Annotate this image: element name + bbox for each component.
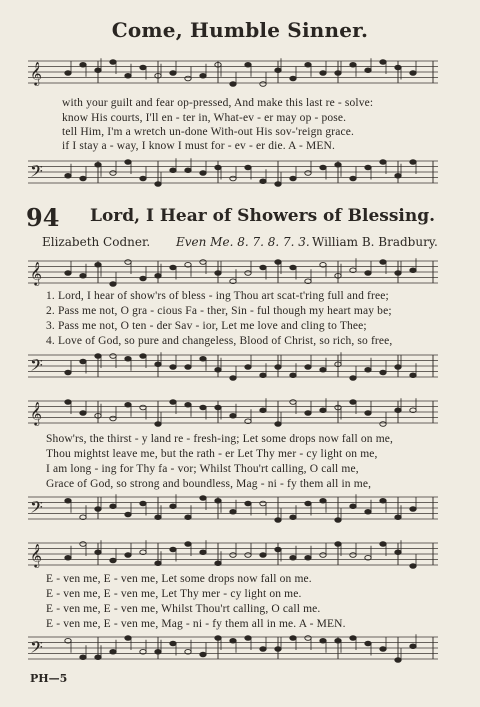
- note-head: [140, 501, 146, 506]
- staff-lines: [28, 158, 438, 188]
- note-head: [350, 376, 356, 381]
- note-head: [155, 273, 161, 278]
- note-head: [200, 405, 206, 410]
- note-head: [260, 265, 266, 270]
- note-head: [200, 171, 206, 176]
- note-head: [80, 411, 86, 416]
- note-head: [95, 68, 101, 73]
- note-head: [170, 547, 176, 552]
- note-head: [275, 422, 281, 427]
- lyric-line: Thou mightst leave me, but the rath - er Let Thy mer - cy light on me,: [46, 448, 378, 460]
- note-head: [110, 60, 116, 65]
- note-head: [350, 62, 356, 67]
- note-head: [290, 636, 296, 641]
- note-head: [230, 176, 236, 181]
- note-head: [380, 260, 386, 265]
- note-head: [80, 273, 86, 278]
- note-head: [230, 553, 236, 558]
- note-head: [290, 373, 296, 378]
- note-head: [275, 518, 281, 523]
- page-footer-mark: PH—5: [30, 672, 68, 685]
- note-head: [290, 176, 296, 181]
- note-head: [365, 367, 371, 372]
- note-head: [305, 555, 311, 560]
- clef-icon: 𝄢: [30, 637, 43, 661]
- note-head: [65, 370, 71, 375]
- note-head: [140, 405, 146, 410]
- note-head: [410, 644, 416, 649]
- note-head: [95, 507, 101, 512]
- lyric-line: Show'rs, the thirst - y land re - fresh-ing; Let some drops now fall on me,: [46, 433, 394, 445]
- note-head: [80, 655, 86, 660]
- lyric-line: 4. Love of God, so pure and changeless, Blood of Christ, so rich, so free,: [46, 335, 393, 347]
- note-head: [245, 501, 251, 506]
- note-head: [395, 550, 401, 555]
- note-head: [410, 71, 416, 76]
- note-head: [275, 182, 281, 187]
- music-staff-treble: [28, 540, 438, 566]
- note-head: [320, 71, 326, 76]
- note-head: [365, 641, 371, 646]
- note-head: [305, 171, 311, 176]
- note-head: [200, 496, 206, 501]
- note-head: [275, 365, 281, 370]
- note-head: [170, 71, 176, 76]
- note-head: [185, 402, 191, 407]
- note-head: [305, 62, 311, 67]
- note-head: [185, 76, 191, 81]
- note-head: [275, 647, 281, 652]
- clef-icon: 𝄞: [30, 543, 42, 567]
- note-head: [260, 373, 266, 378]
- note-head: [320, 638, 326, 643]
- clef-icon: 𝄢: [30, 161, 43, 185]
- note-head: [395, 515, 401, 520]
- note-head: [65, 271, 71, 276]
- note-head: [395, 365, 401, 370]
- note-head: [380, 60, 386, 65]
- note-head: [170, 365, 176, 370]
- lyric-line: 2. Pass me not, O gra - cious Fa - ther, Sin - ful though my heart may be;: [46, 305, 392, 317]
- note-head: [260, 408, 266, 413]
- note-head: [365, 509, 371, 514]
- note-head: [335, 518, 341, 523]
- lyric-line: Grace of God, so strong and boundless, Mag - ni - fy them all in me,: [46, 478, 372, 490]
- note-head: [215, 165, 221, 170]
- music-staff-bass: [28, 494, 438, 520]
- note-head: [170, 168, 176, 173]
- hymn-author: Elizabeth Codner.: [42, 235, 151, 249]
- note-head: [245, 553, 251, 558]
- note-head: [320, 165, 326, 170]
- note-head: [65, 400, 71, 405]
- note-head: [335, 638, 341, 643]
- note-head: [320, 367, 326, 372]
- note-head: [125, 73, 131, 78]
- note-head: [110, 504, 116, 509]
- staff-lines: [28, 58, 438, 88]
- music-staff-bass: [28, 352, 438, 378]
- note-head: [185, 168, 191, 173]
- note-head: [245, 365, 251, 370]
- note-head: [350, 176, 356, 181]
- note-head: [200, 356, 206, 361]
- note-head: [155, 561, 161, 566]
- note-head: [350, 504, 356, 509]
- lyric-line: tell Him, I'm a wretch un-done With-out His sov-'reign grace.: [62, 126, 355, 138]
- note-head: [125, 160, 131, 165]
- staff-lines: [28, 398, 438, 428]
- note-head: [290, 515, 296, 520]
- note-head: [395, 271, 401, 276]
- note-head: [380, 542, 386, 547]
- note-head: [65, 555, 71, 560]
- note-head: [260, 82, 266, 87]
- lyric-line: E - ven me, E - ven me, Mag - ni - fy them all in me. A - MEN.: [46, 618, 346, 630]
- note-head: [65, 71, 71, 76]
- note-head: [290, 265, 296, 270]
- note-head: [260, 647, 266, 652]
- note-head: [245, 636, 251, 641]
- note-head: [170, 400, 176, 405]
- note-head: [155, 422, 161, 427]
- note-head: [410, 160, 416, 165]
- note-head: [410, 564, 416, 569]
- note-head: [95, 162, 101, 167]
- clef-icon: 𝄞: [30, 401, 42, 425]
- lyric-line: know His courts, I'll en - ter in, What-ev - er may op - pose.: [62, 112, 347, 124]
- note-head: [350, 400, 356, 405]
- note-head: [140, 354, 146, 359]
- note-head: [125, 512, 131, 517]
- note-head: [305, 365, 311, 370]
- note-head: [320, 553, 326, 558]
- note-head: [365, 411, 371, 416]
- top-hymn-title: Come, Humble Sinner.: [111, 18, 369, 42]
- note-head: [230, 509, 236, 514]
- staff-lines: [28, 634, 438, 664]
- note-head: [125, 402, 131, 407]
- note-head: [275, 68, 281, 73]
- note-head: [80, 176, 86, 181]
- note-head: [185, 515, 191, 520]
- note-head: [335, 542, 341, 547]
- note-head: [290, 555, 296, 560]
- note-head: [410, 507, 416, 512]
- note-head: [350, 636, 356, 641]
- note-head: [395, 65, 401, 70]
- lyric-line: E - ven me, E - ven me, Let Thy mer - cy light on me.: [46, 588, 302, 600]
- note-head: [260, 553, 266, 558]
- note-head: [125, 553, 131, 558]
- note-head: [125, 356, 131, 361]
- note-head: [215, 636, 221, 641]
- note-head: [245, 271, 251, 276]
- note-head: [155, 515, 161, 520]
- note-head: [275, 260, 281, 265]
- note-head: [395, 658, 401, 663]
- music-staff-treble: [28, 258, 438, 284]
- note-head: [410, 373, 416, 378]
- note-head: [200, 73, 206, 78]
- note-head: [260, 179, 266, 184]
- clef-icon: 𝄞: [30, 261, 42, 285]
- note-head: [320, 498, 326, 503]
- note-head: [350, 553, 356, 558]
- note-head: [185, 542, 191, 547]
- note-head: [290, 400, 296, 405]
- music-staff-treble: [28, 398, 438, 424]
- note-head: [185, 365, 191, 370]
- hymn-number: 94: [26, 203, 60, 232]
- music-staff-bass: [28, 634, 438, 660]
- note-head: [395, 173, 401, 178]
- note-head: [125, 636, 131, 641]
- staff-lines: [28, 540, 438, 570]
- note-head: [170, 265, 176, 270]
- lyric-line: 1. Lord, I hear of show'rs of bless - ing Thou art scat-t'ring full and free;: [46, 290, 389, 302]
- note-head: [305, 636, 311, 641]
- note-head: [80, 62, 86, 67]
- lyric-line: I am long - ing for Thy fa - vor; Whilst Thou'rt calling, O call me,: [46, 463, 359, 475]
- staff-lines: [28, 352, 438, 382]
- note-head: [110, 416, 116, 421]
- note-head: [110, 282, 116, 287]
- lyric-line: with your guilt and fear op-pressed, And make this last re - solve:: [62, 97, 374, 109]
- note-head: [275, 547, 281, 552]
- note-head: [230, 413, 236, 418]
- note-head: [200, 260, 206, 265]
- note-head: [155, 362, 161, 367]
- note-head: [335, 162, 341, 167]
- note-head: [155, 182, 161, 187]
- note-head: [305, 411, 311, 416]
- note-head: [95, 354, 101, 359]
- note-head: [215, 405, 221, 410]
- note-head: [245, 62, 251, 67]
- note-head: [365, 271, 371, 276]
- note-head: [215, 367, 221, 372]
- note-head: [65, 173, 71, 178]
- hymn-meter: Even Me. 8. 7. 8. 7. 3.: [176, 235, 310, 249]
- clef-icon: 𝄢: [30, 497, 43, 521]
- note-head: [365, 165, 371, 170]
- note-head: [170, 641, 176, 646]
- note-head: [290, 76, 296, 81]
- note-head: [395, 408, 401, 413]
- note-head: [230, 376, 236, 381]
- note-head: [110, 558, 116, 563]
- note-head: [260, 501, 266, 506]
- lyric-line: 3. Pass me not, O ten - der Sav - ior, Let me love and cling to Thee;: [46, 320, 367, 332]
- note-head: [140, 65, 146, 70]
- note-head: [95, 655, 101, 660]
- note-head: [320, 408, 326, 413]
- note-head: [380, 160, 386, 165]
- note-head: [305, 501, 311, 506]
- note-head: [410, 268, 416, 273]
- note-head: [125, 260, 131, 265]
- note-head: [215, 498, 221, 503]
- music-staff-bass: [28, 158, 438, 184]
- lyric-line: E - ven me, E - ven me, Whilst Thou'rt calling, O call me.: [46, 603, 321, 615]
- note-head: [140, 176, 146, 181]
- note-head: [215, 561, 221, 566]
- note-head: [95, 262, 101, 267]
- note-head: [380, 422, 386, 427]
- clef-icon: 𝄢: [30, 355, 43, 379]
- note-head: [65, 498, 71, 503]
- lyric-line: if I stay a - way, I know I must for - ev - er die. A - MEN.: [62, 140, 336, 152]
- note-head: [110, 171, 116, 176]
- hymn-composer: William B. Bradbury.: [312, 235, 438, 249]
- note-head: [200, 550, 206, 555]
- staff-lines: [28, 258, 438, 288]
- note-head: [80, 359, 86, 364]
- note-head: [230, 82, 236, 87]
- note-head: [110, 649, 116, 654]
- note-head: [230, 638, 236, 643]
- note-head: [380, 647, 386, 652]
- note-head: [335, 71, 341, 76]
- note-head: [80, 542, 86, 547]
- staff-lines: [28, 494, 438, 524]
- lyric-line: E - ven me, E - ven me, Let some drops now fall on me.: [46, 573, 312, 585]
- note-head: [110, 354, 116, 359]
- hymn-title: Lord, I Hear of Showers of Blessing.: [90, 206, 436, 226]
- note-head: [155, 649, 161, 654]
- clef-icon: 𝄞: [30, 61, 42, 85]
- note-head: [170, 504, 176, 509]
- music-staff-treble: [28, 58, 438, 84]
- note-head: [380, 370, 386, 375]
- note-head: [200, 652, 206, 657]
- note-head: [215, 271, 221, 276]
- note-head: [245, 165, 251, 170]
- note-head: [140, 276, 146, 281]
- note-head: [380, 498, 386, 503]
- note-head: [95, 550, 101, 555]
- note-head: [365, 68, 371, 73]
